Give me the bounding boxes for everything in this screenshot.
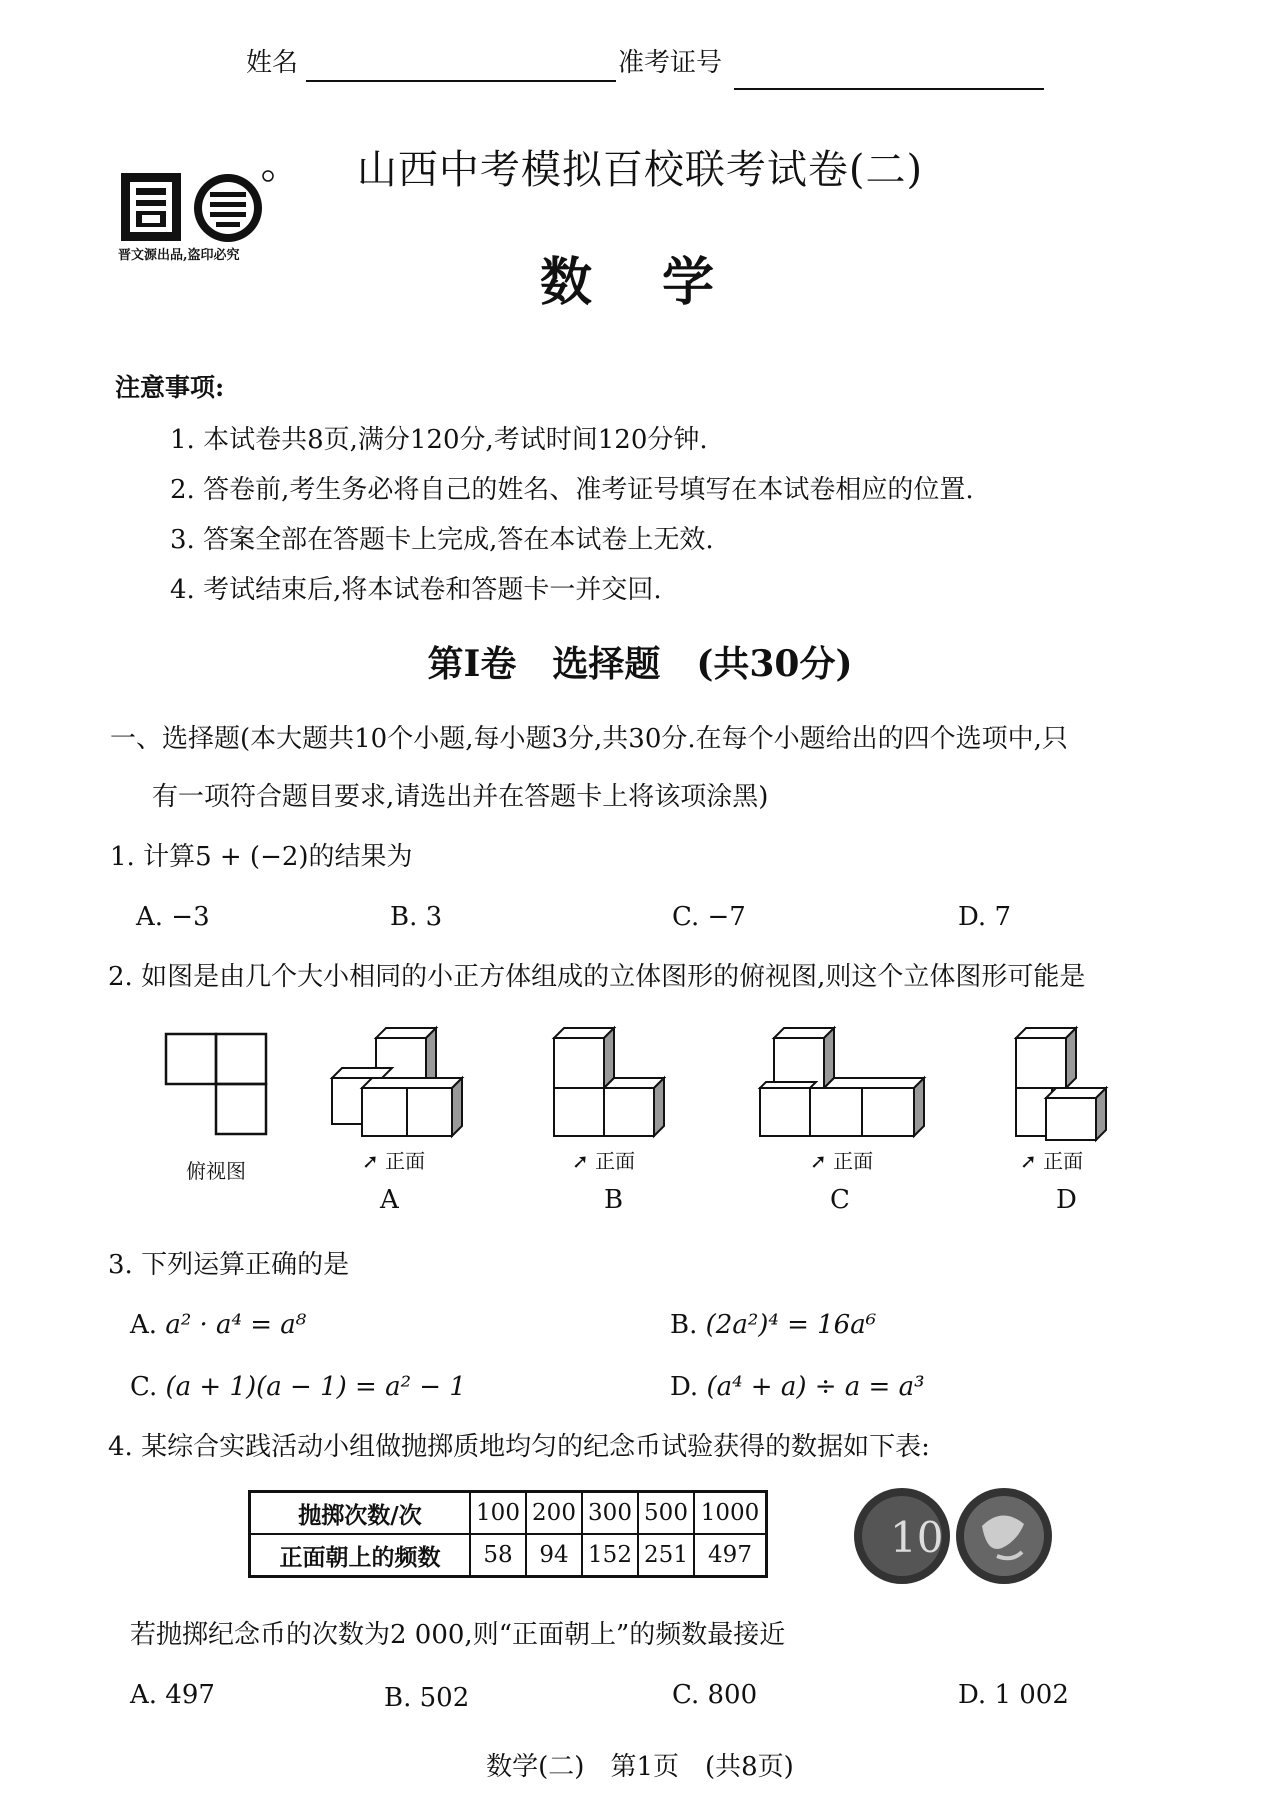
table-row [250, 1534, 767, 1577]
top-view-figure [164, 1032, 274, 1142]
name-field[interactable] [306, 80, 616, 82]
part-intro-line1: 一、选择题(本大题共10个小题,每小题3分,共30分.在每个小题给出的四个选项中,只 [110, 724, 1068, 754]
q2-figure-a[interactable] [328, 1022, 478, 1152]
q2-figure-b[interactable] [550, 1022, 680, 1152]
q2-option-c-letter[interactable]: C [830, 1185, 850, 1215]
q4-option-a[interactable]: A. 497 [130, 1680, 215, 1710]
table-header-heads: 正面朝上的频数 [250, 1534, 471, 1577]
q4-option-c[interactable]: C. 800 [672, 1680, 758, 1710]
exam-id-label: 准考证号 [618, 48, 723, 78]
notice-item: 3. 答案全部在答题卡上完成,答在本试卷上无效. [170, 525, 714, 555]
table-cell: 152 [582, 1534, 638, 1577]
arrow-icon: ➚ [810, 1149, 827, 1173]
q3-stem: 3. 下列运算正确的是 [108, 1250, 350, 1280]
q4-option-b[interactable]: B. 502 [384, 1683, 470, 1713]
page-footer: 数学(二) 第1页 (共8页) [486, 1752, 794, 1782]
table-cell: 251 [638, 1534, 694, 1577]
coin-front-icon [854, 1488, 950, 1584]
coin-back-icon [956, 1488, 1052, 1584]
q4-option-d[interactable]: D. 1 002 [958, 1680, 1069, 1710]
table-cell: 94 [526, 1534, 582, 1577]
front-label-b: ➚ 正面 [572, 1149, 636, 1173]
table-cell: 100 [470, 1492, 526, 1535]
svg-text:10: 10 [890, 1513, 944, 1562]
table-header-throws: 抛掷次数/次 [250, 1492, 471, 1535]
q4-stem: 4. 某综合实践活动小组做抛掷质地均匀的纪念币试验获得的数据如下表: [108, 1432, 930, 1462]
arrow-icon: ➚ [572, 1149, 589, 1173]
q4-question: 若抛掷纪念币的次数为2 000,则“正面朝上”的频数最接近 [130, 1620, 786, 1650]
q3-option-d[interactable]: D. (a⁴ + a) ÷ a = a³ [670, 1372, 925, 1402]
frequency-table [248, 1490, 768, 1578]
exam-id-field[interactable] [734, 88, 1044, 90]
arrow-icon: ➚ [1020, 1149, 1037, 1173]
q3-option-b[interactable]: B. (2a²)⁴ = 16a⁶ [670, 1310, 877, 1340]
q2-figure-c[interactable] [756, 1022, 936, 1152]
part-intro-line2: 有一项符合题目要求,请选出并在答题卡上将该项涂黑) [152, 782, 769, 812]
q2-option-d-letter[interactable]: D [1056, 1185, 1077, 1215]
q3-option-a[interactable]: A. a² · a⁴ = a⁸ [130, 1310, 307, 1340]
table-cell: 200 [526, 1492, 582, 1535]
top-view-label: 俯视图 [186, 1159, 246, 1183]
q2-option-b-letter[interactable]: B [604, 1185, 624, 1215]
q2-option-a-letter[interactable]: A [380, 1185, 399, 1215]
front-label-a: ➚ 正面 [362, 1149, 426, 1173]
notice-item: 4. 考试结束后,将本试卷和答题卡一并交回. [170, 575, 662, 605]
notice-heading: 注意事项: [115, 373, 225, 402]
subject-title: 数学 [540, 252, 785, 313]
q1-option-c[interactable]: C. −7 [672, 902, 746, 932]
q3-option-c[interactable]: C. (a + 1)(a − 1) = a² − 1 [130, 1372, 466, 1402]
q2-figure-d[interactable] [1012, 1022, 1142, 1152]
table-cell: 500 [638, 1492, 694, 1535]
q1-option-d[interactable]: D. 7 [958, 902, 1011, 932]
table-cell: 58 [470, 1534, 526, 1577]
arrow-icon: ➚ [362, 1149, 379, 1173]
table-cell: 1000 [694, 1492, 767, 1535]
publisher-note: 晋文源出品,盗印必究 [118, 248, 240, 263]
q1-stem: 1. 计算5 + (−2)的结果为 [110, 842, 413, 872]
q1-option-b[interactable]: B. 3 [390, 902, 443, 932]
notice-item: 2. 答卷前,考生务必将自己的姓名、准考证号填写在本试卷相应的位置. [170, 475, 974, 505]
notice-item: 1. 本试卷共8页,满分120分,考试时间120分钟. [170, 425, 708, 455]
front-label-d: ➚ 正面 [1020, 1149, 1084, 1173]
table-cell: 497 [694, 1534, 767, 1577]
front-label-c: ➚ 正面 [810, 1149, 874, 1173]
name-label: 姓名 [246, 48, 299, 78]
q1-option-a[interactable]: A. −3 [136, 902, 210, 932]
exam-title: 山西中考模拟百校联考试卷(二) [356, 147, 924, 193]
section-title: 第Ⅰ卷 选择题 (共30分) [427, 643, 853, 685]
q2-stem: 2. 如图是由几个大小相同的小正方体组成的立体图形的俯视图,则这个立体图形可能是 [108, 962, 1086, 992]
coin-images [852, 1486, 1062, 1586]
table-row [250, 1492, 767, 1535]
table-cell: 300 [582, 1492, 638, 1535]
